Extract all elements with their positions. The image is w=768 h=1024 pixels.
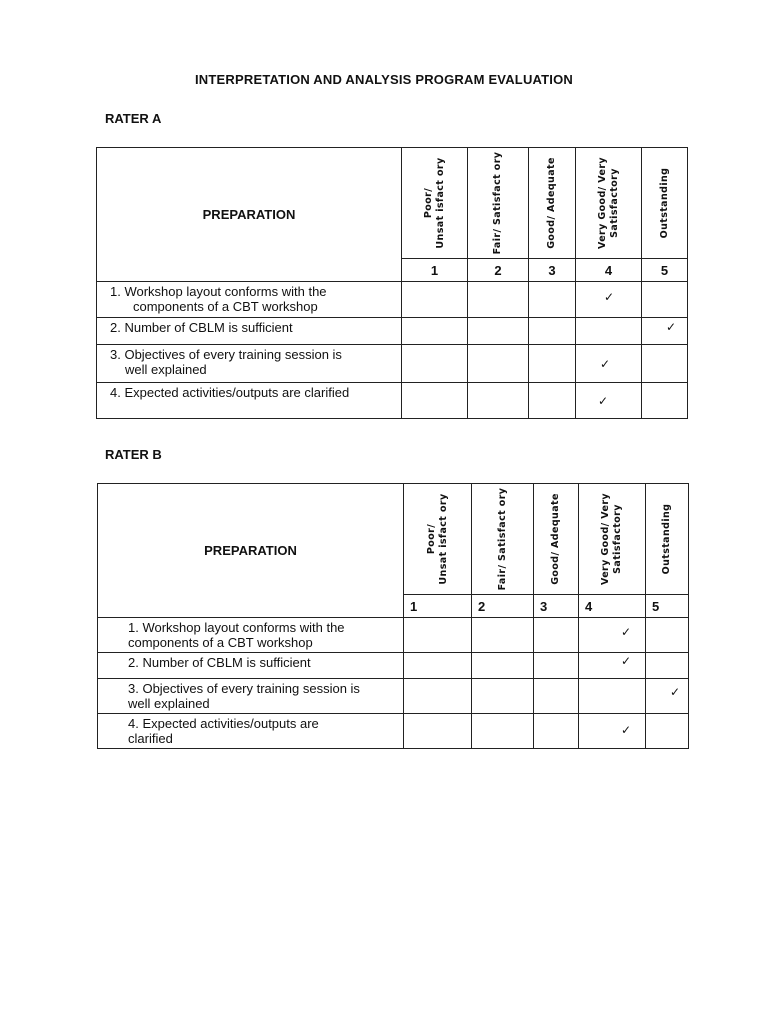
table-row <box>98 679 689 714</box>
item-text: 4. Expected activities/outputs are clarified <box>97 383 402 419</box>
check-icon: ✓ <box>670 685 681 699</box>
check-icon: ✓ <box>598 394 609 408</box>
rating-number-3: 3 <box>529 259 576 282</box>
rater-a-table <box>96 147 688 419</box>
table-row <box>98 714 689 749</box>
item-text: 2. Number of CBLM is sufficient <box>97 318 402 345</box>
table-row <box>97 318 688 345</box>
column-header-good: Good/ Adequate <box>529 148 576 259</box>
rating-number-2: 2 <box>472 595 534 618</box>
rating-cell <box>529 282 576 318</box>
table-row <box>97 345 688 383</box>
table-row <box>98 618 689 653</box>
rating-cell <box>642 345 688 383</box>
preparation-header: PREPARATION <box>98 484 404 618</box>
check-icon: ✓ <box>604 290 615 304</box>
column-header-good: Good/ Adequate <box>534 484 579 595</box>
rating-cell <box>579 618 646 653</box>
rating-cell <box>534 618 579 653</box>
check-icon: ✓ <box>621 625 632 639</box>
rating-number-4: 4 <box>579 595 646 618</box>
column-header-poor: Poor/ Unsat isfact ory <box>404 484 472 595</box>
rating-cell <box>579 653 646 679</box>
rating-number-5: 5 <box>646 595 689 618</box>
column-header-very-good: Very Good/ Very Satisfactory <box>576 148 642 259</box>
table-row <box>97 383 688 419</box>
item-text: 2. Number of CBLM is sufficient <box>98 653 404 679</box>
rating-cell <box>642 282 688 318</box>
rating-cell <box>576 318 642 345</box>
item-text: 1. Workshop layout conforms with the components of a CBT workshop <box>98 618 404 653</box>
rating-cell <box>468 383 529 419</box>
column-header-outstanding: Outstanding <box>646 484 689 595</box>
rating-number-3: 3 <box>534 595 579 618</box>
rater-b-table <box>97 483 689 749</box>
rating-cell <box>402 318 468 345</box>
rating-cell <box>646 653 689 679</box>
item-text: 4. Expected activities/outputs are clarified <box>98 714 404 749</box>
check-icon: ✓ <box>600 357 611 371</box>
rating-cell <box>534 679 579 714</box>
rating-number-4: 4 <box>576 259 642 282</box>
rating-cell <box>579 714 646 749</box>
rating-cell <box>472 679 534 714</box>
rating-cell <box>534 653 579 679</box>
rater-b-label: RATER B <box>105 447 162 462</box>
rating-cell <box>529 318 576 345</box>
rating-number-1: 1 <box>404 595 472 618</box>
rating-cell <box>576 282 642 318</box>
rating-cell <box>529 383 576 419</box>
check-icon: ✓ <box>666 320 677 334</box>
rating-cell <box>472 653 534 679</box>
column-header-outstanding: Outstanding <box>642 148 688 259</box>
rating-cell <box>472 714 534 749</box>
rating-number-2: 2 <box>468 259 529 282</box>
rating-number-5: 5 <box>642 259 688 282</box>
rating-cell <box>404 714 472 749</box>
column-header-poor: Poor/ Unsat isfact ory <box>402 148 468 259</box>
page-title: INTERPRETATION AND ANALYSIS PROGRAM EVALUATION <box>194 72 574 87</box>
column-header-fair: Fair/ Satisfact ory <box>472 484 534 595</box>
rating-cell <box>534 714 579 749</box>
rating-cell <box>642 383 688 419</box>
rating-cell <box>402 282 468 318</box>
item-text: 3. Objectives of every training session is well explained <box>97 345 402 383</box>
rating-cell <box>646 618 689 653</box>
rating-cell <box>402 345 468 383</box>
rating-cell <box>579 679 646 714</box>
check-icon: ✓ <box>621 723 632 737</box>
rating-cell <box>646 714 689 749</box>
column-header-very-good: Very Good/ Very Satisfactory <box>579 484 646 595</box>
rating-cell <box>529 345 576 383</box>
rating-number-1: 1 <box>402 259 468 282</box>
rating-cell <box>404 653 472 679</box>
rating-cell <box>576 383 642 419</box>
rating-cell <box>646 679 689 714</box>
table-row <box>97 282 688 318</box>
table-row <box>98 653 689 679</box>
rating-cell <box>404 618 472 653</box>
item-text: 3. Objectives of every training session is well explained <box>98 679 404 714</box>
check-icon: ✓ <box>621 654 632 668</box>
rating-cell <box>468 282 529 318</box>
column-header-fair: Fair/ Satisfact ory <box>468 148 529 259</box>
rater-a-label: RATER A <box>105 111 162 126</box>
rating-cell <box>468 345 529 383</box>
rating-cell <box>402 383 468 419</box>
rating-cell <box>642 318 688 345</box>
rating-cell <box>468 318 529 345</box>
rating-cell <box>576 345 642 383</box>
rating-cell <box>472 618 534 653</box>
rating-cell <box>404 679 472 714</box>
item-text: 1. Workshop layout conforms with the components of a CBT workshop <box>97 282 402 318</box>
preparation-header: PREPARATION <box>97 148 402 282</box>
